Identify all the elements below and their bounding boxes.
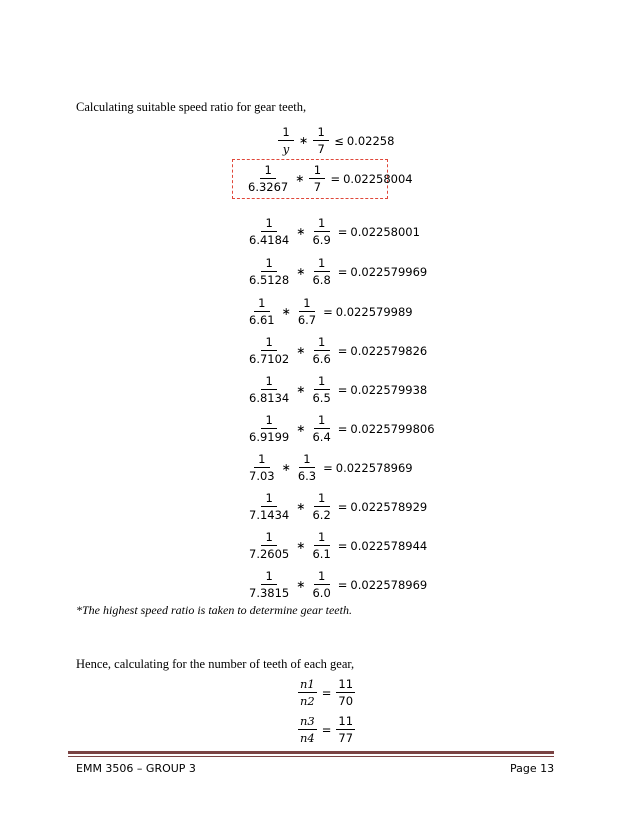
- equals-sign: =: [330, 171, 341, 186]
- denominator: 6.1: [312, 547, 331, 561]
- candidate-equation: [245, 256, 427, 287]
- numerator: 1: [261, 491, 277, 507]
- denominator: 6.4184: [249, 233, 290, 247]
- fraction: [310, 569, 332, 600]
- intro-text: Calculating suitable speed ratio for gear teeth,: [76, 100, 307, 114]
- numerator: 1: [299, 452, 315, 468]
- equation-value: 0.02258: [346, 133, 395, 148]
- note-text: *The highest speed ratio is taken to determine gear teeth.: [76, 603, 352, 617]
- denominator: 6.8: [312, 273, 331, 287]
- numerator: 1: [261, 413, 277, 429]
- fraction: [310, 374, 332, 405]
- equation-value: 0.02258004: [343, 171, 413, 186]
- fraction: [247, 296, 277, 327]
- numerator: 1: [261, 374, 277, 390]
- relation-operator: ≤: [334, 133, 344, 148]
- equals-sign: =: [323, 460, 333, 475]
- equation-value: 0.022579969: [350, 264, 428, 279]
- denominator: 7.2605: [249, 547, 290, 561]
- equals-sign: =: [337, 538, 348, 553]
- numerator: 1: [260, 163, 276, 179]
- equals-sign: =: [337, 499, 348, 514]
- equation-value: 0.022578944: [350, 538, 428, 553]
- fraction: [247, 452, 277, 483]
- equation-value: 0.022578929: [350, 499, 428, 514]
- fraction: [247, 216, 291, 247]
- equation-value: 0.022578969: [350, 577, 428, 592]
- inequality-equation: [276, 125, 394, 156]
- numerator: 1: [314, 569, 330, 585]
- numerator: 1: [278, 125, 294, 141]
- denominator: n4: [300, 731, 315, 745]
- equation-value: 0.022579938: [350, 382, 428, 397]
- numerator: 1: [261, 335, 277, 351]
- multiply-operator: ∗: [295, 172, 305, 185]
- equation-value: 0.022578969: [335, 460, 413, 475]
- footer-rule-thin: [68, 756, 554, 757]
- equation-value: 0.0225799806: [350, 421, 435, 436]
- equals-sign: =: [323, 304, 333, 319]
- footer-page-number: Page 13: [510, 762, 555, 775]
- fraction: [296, 452, 318, 483]
- candidate-equation: [245, 491, 427, 522]
- denominator: 77: [338, 731, 354, 745]
- fraction: [247, 374, 291, 405]
- multiply-operator: ∗: [281, 305, 291, 318]
- numerator: 11: [338, 714, 354, 728]
- fraction: [309, 163, 325, 194]
- candidate-equation: [245, 530, 427, 561]
- fraction: [247, 569, 291, 600]
- candidate-equation: [245, 452, 413, 483]
- multiply-operator: ∗: [296, 422, 306, 435]
- denominator: 6.7102: [249, 352, 290, 366]
- fraction: [247, 335, 291, 366]
- numerator: 1: [299, 296, 315, 312]
- equals-sign: =: [337, 264, 348, 279]
- fraction: [278, 125, 294, 156]
- candidate-equation: [245, 216, 420, 247]
- numerator: 1: [314, 335, 330, 351]
- multiply-operator: ∗: [296, 383, 306, 396]
- hence-text: Hence, calculating for the number of teeth of each gear,: [76, 657, 355, 671]
- fraction: [310, 530, 332, 561]
- fraction: [310, 413, 332, 444]
- fraction: [246, 163, 290, 194]
- denominator: 7.03: [249, 469, 275, 483]
- equation-value: 0.022579826: [350, 343, 428, 358]
- denominator: 7.1434: [249, 508, 290, 522]
- numerator: 1: [254, 296, 270, 312]
- fraction: [310, 491, 332, 522]
- numerator: 11: [338, 677, 354, 691]
- denominator: 6.9199: [249, 430, 290, 444]
- denominator: 7: [313, 180, 322, 194]
- equals-sign: =: [337, 421, 348, 436]
- fraction: [247, 530, 291, 561]
- multiply-operator: ∗: [296, 344, 306, 357]
- teeth-equation-2: [296, 714, 357, 745]
- multiply-operator: ∗: [296, 225, 306, 238]
- numerator: 1: [261, 530, 277, 546]
- numerator: 1: [314, 491, 330, 507]
- denominator: 6.0: [312, 586, 331, 600]
- fraction: [298, 714, 317, 745]
- fraction: [298, 677, 317, 708]
- fraction: [310, 256, 332, 287]
- denominator: 6.3267: [248, 180, 289, 194]
- footer-rule: [68, 751, 554, 754]
- equals-sign: =: [321, 685, 332, 700]
- fraction: [247, 413, 291, 444]
- multiply-operator: ∗: [299, 134, 309, 147]
- denominator: 6.61: [249, 313, 275, 327]
- denominator: 6.9: [312, 233, 331, 247]
- denominator: 7.3815: [249, 586, 290, 600]
- numerator: n3: [300, 714, 315, 728]
- multiply-operator: ∗: [296, 578, 306, 591]
- denominator: 6.8134: [249, 391, 290, 405]
- denominator: 6.4: [312, 430, 331, 444]
- candidate-equation: [245, 413, 435, 444]
- equation-value: 0.022579989: [335, 304, 413, 319]
- denominator: 7: [317, 142, 325, 156]
- denominator: 6.2: [312, 508, 331, 522]
- footer-course: EMM 3506 – GROUP 3: [76, 762, 196, 775]
- numerator: 1: [314, 216, 330, 232]
- fraction: [336, 714, 355, 745]
- equals-sign: =: [337, 577, 348, 592]
- numerator: 1: [261, 569, 277, 585]
- fraction: [313, 125, 329, 156]
- teeth-equation-1: [296, 677, 357, 708]
- fraction: [247, 256, 291, 287]
- denominator: n2: [300, 694, 315, 708]
- denominator: 6.7: [297, 313, 317, 327]
- fraction: [336, 677, 355, 708]
- equals-sign: =: [321, 722, 332, 737]
- denominator: 6.6: [312, 352, 331, 366]
- fraction: [310, 216, 332, 247]
- equals-sign: =: [337, 343, 348, 358]
- numerator: 1: [314, 413, 330, 429]
- numerator: 1: [261, 256, 277, 272]
- fraction: [247, 491, 291, 522]
- candidate-equation: [245, 335, 427, 366]
- numerator: 1: [261, 216, 277, 232]
- numerator: 1: [309, 163, 325, 179]
- denominator: 6.3: [297, 469, 317, 483]
- candidate-equation: [245, 569, 427, 600]
- numerator: 1: [314, 256, 330, 272]
- numerator: 1: [314, 374, 330, 390]
- numerator: 1: [313, 125, 329, 141]
- multiply-operator: ∗: [296, 265, 306, 278]
- equals-sign: =: [337, 224, 348, 239]
- denominator: 70: [338, 694, 354, 708]
- equals-sign: =: [337, 382, 348, 397]
- candidate-equation: [245, 374, 427, 405]
- numerator: 1: [254, 452, 270, 468]
- multiply-operator: ∗: [296, 539, 306, 552]
- candidate-equation: [245, 296, 413, 327]
- fraction: [310, 335, 332, 366]
- denominator: y: [282, 142, 290, 156]
- fraction: [296, 296, 318, 327]
- multiply-operator: ∗: [296, 500, 306, 513]
- numerator: 1: [314, 530, 330, 546]
- numerator: n1: [300, 677, 315, 691]
- multiply-operator: ∗: [281, 461, 291, 474]
- denominator: 6.5128: [249, 273, 290, 287]
- candidate-equation: [244, 163, 413, 194]
- denominator: 6.5: [312, 391, 331, 405]
- equation-value: 0.02258001: [350, 224, 420, 239]
